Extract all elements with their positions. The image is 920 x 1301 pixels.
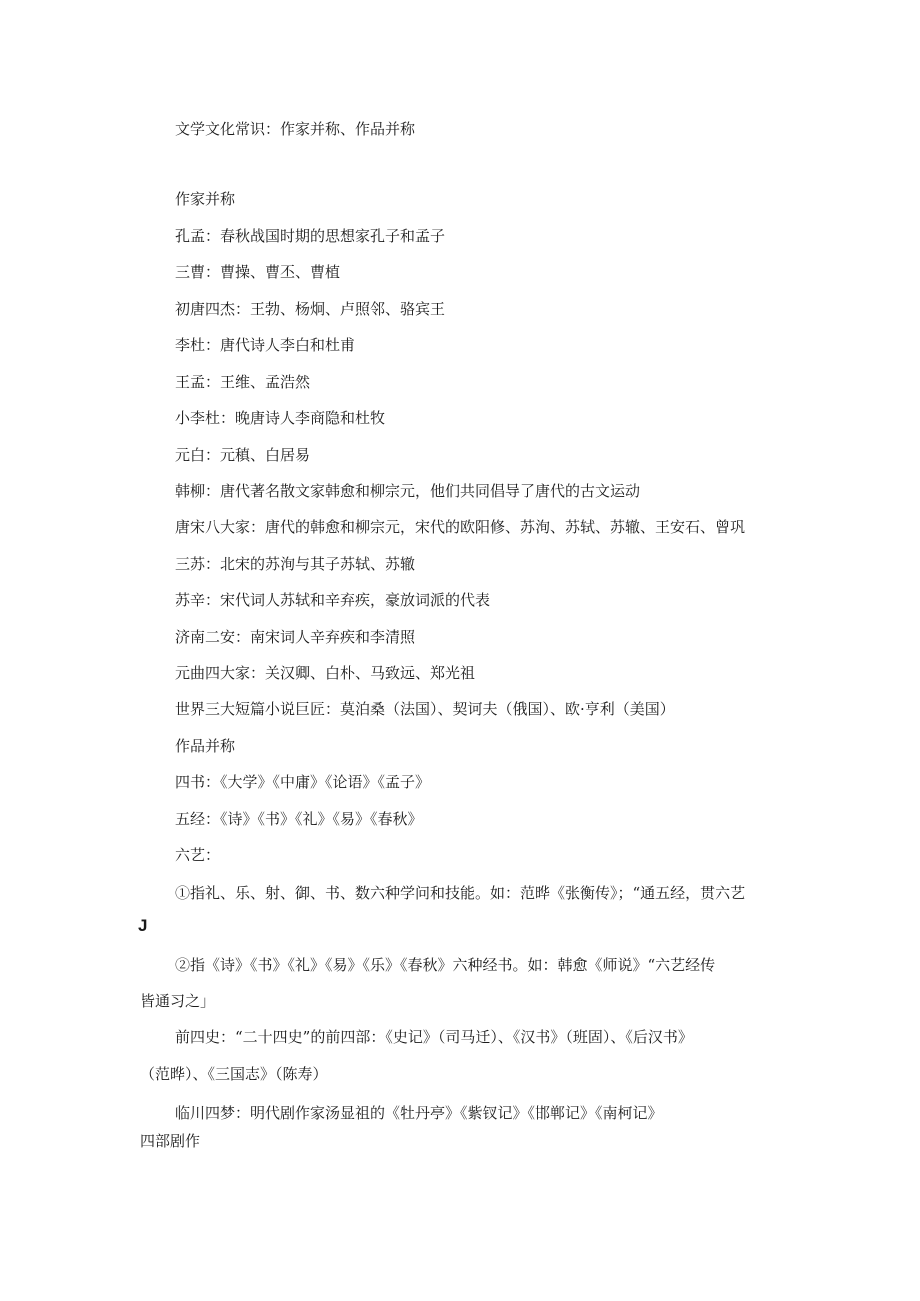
list-item: 五经：《诗》《书》《礼》《易》《春秋》 (175, 810, 423, 828)
list-item: 韩柳：唐代著名散文家韩愈和柳宗元，他们共同倡导了唐代的古文运动 (175, 482, 641, 500)
paragraph-linchuan-cont: 四部剧作 (140, 1132, 201, 1150)
list-item: 初唐四杰：王勃、杨炯、卢照邻、骆宾王 (175, 300, 446, 318)
list-item: 济南二安：南宋词人辛弃疾和李清照 (175, 628, 416, 646)
paragraph-liuyi-2-cont: 皆通习之」 (140, 992, 216, 1010)
list-item: 小李杜：晚唐诗人李商隐和杜牧 (175, 409, 386, 427)
paragraph-qiansishi-cont: （范晔）、《三国志》（陈寿） (140, 1065, 328, 1083)
paragraph-liuyi-1-tail: J (138, 916, 148, 935)
list-item: 王孟：王维、孟浩然 (175, 373, 311, 391)
list-item: 三苏：北宋的苏洵与其子苏轼、苏辙 (175, 555, 416, 573)
list-item: 元曲四大家：关汉卿、白朴、马致远、郑光祖 (175, 664, 476, 682)
list-item: 李杜：唐代诗人李白和杜甫 (175, 336, 356, 354)
list-item: 四书：《大学》《中庸》《论语》《孟子》 (175, 773, 431, 791)
list-item: 世界三大短篇小说巨匠：莫泊桑（法国）、契诃夫（俄国）、欧·亨利（美国） (175, 700, 675, 718)
paragraph-linchuan: 临川四梦：明代剧作家汤显祖的《牡丹亭》《紫钗记》《邯郸记》《南柯记》 (175, 1104, 663, 1122)
paragraph-liuyi-1: ①指礼、乐、射、御、书、数六种学问和技能。如：范晔《张衡传》；“通五经，贯六艺 (175, 884, 746, 902)
list-item: 三曹：曹操、曹丕、曹植 (175, 263, 341, 281)
list-item: 元白：元稹、白居易 (175, 446, 311, 464)
document-title: 文学文化常识：作家并称、作品并称 (175, 120, 416, 138)
section-heading-writers: 作家并称 (175, 190, 236, 208)
list-item: 六艺： (175, 846, 221, 864)
paragraph-qiansishi: 前四史：“二十四史”的前四部：《史记》（司马迁）、《汉书》（班固）、《后汉书》 (175, 1028, 693, 1046)
section-heading-works: 作品并称 (175, 737, 236, 755)
list-item: 孔孟：春秋战国时期的思想家孔子和孟子 (175, 227, 446, 245)
list-item: 唐宋八大家：唐代的韩愈和柳宗元，宋代的欧阳修、苏洵、苏轼、苏辙、王安石、曾巩 (175, 518, 746, 536)
paragraph-liuyi-2: ②指《诗》《书》《礼》《易》《乐》《春秋》六种经书。如：韩愈《师说》“六艺经传 (175, 956, 716, 974)
list-item: 苏辛：宋代词人苏轼和辛弃疾，豪放词派的代表 (175, 591, 491, 609)
